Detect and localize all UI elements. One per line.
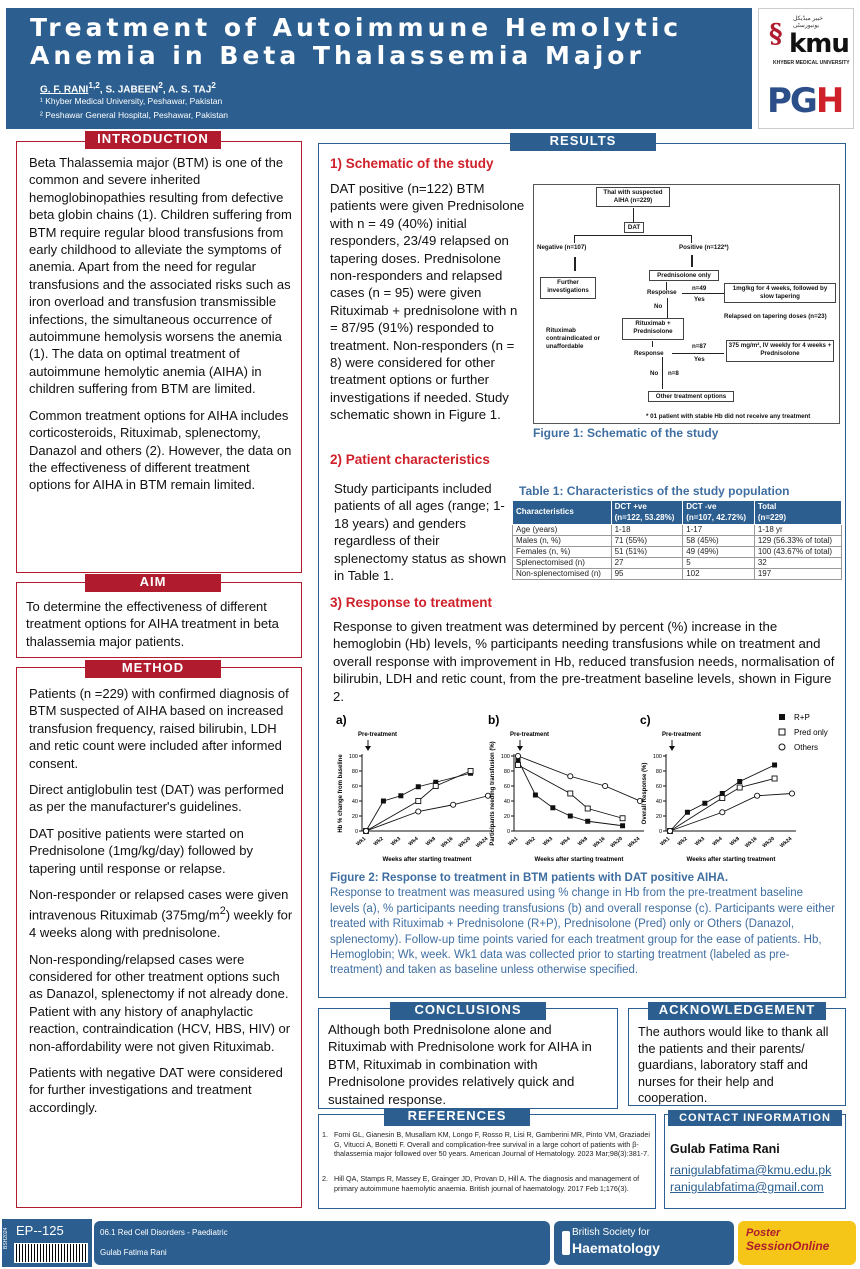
footer-info-panel [94, 1221, 550, 1265]
figure-1-caption: Figure 1: Schematic of the study [533, 426, 719, 440]
introduction-heading: INTRODUCTION [85, 131, 221, 149]
data-point [568, 791, 573, 796]
table-cell: 129 (56.33% of total) [754, 536, 841, 547]
x-tick-label: Wk16 [744, 835, 759, 850]
node-dose-2: 375 mg/m², IV weekly for 4 weeks + Prednisolone [726, 340, 834, 362]
table-header: Characteristics [513, 501, 612, 525]
label-n8: n=8 [668, 370, 679, 377]
table-cell: 100 (43.67% of total) [754, 547, 841, 558]
legend-label: R+P [794, 713, 810, 722]
table-cell: Males (n, %) [513, 536, 612, 547]
table-header: DCT +ve (n=122, 53.28%) [611, 501, 683, 525]
pretreatment-annotation: Pre-treatment [358, 732, 398, 738]
patient-characteristics-subheading: 2) Patient characteristics [330, 452, 490, 467]
table-row [513, 547, 842, 558]
table-header: Total (n=229) [754, 501, 841, 525]
data-point [381, 799, 386, 804]
data-point [720, 810, 725, 815]
table-cell: 1-18 yr [754, 525, 841, 536]
y-tick-label: 60 [655, 784, 662, 790]
y-tick-label: 100 [348, 754, 358, 760]
pgh-logo: PGH [767, 81, 843, 121]
table-row [513, 569, 842, 580]
y-tick-label: 100 [652, 754, 662, 760]
table-cell: 197 [754, 569, 841, 580]
legend-label: Pred only [794, 728, 828, 737]
node-further: Further investigations [540, 277, 596, 299]
table-cell: 71 (55%) [611, 536, 683, 547]
references-box [318, 1114, 656, 1209]
y-tick-label: 80 [503, 769, 510, 775]
conclusions-text: Although both Prednisolone alone and Rituximab with Prednisolone work for AIHA in BTM, Rituximab in combination with Prednisolone provides relatively quick and sustained response. [328, 1022, 592, 1107]
y-tick-label: 20 [351, 814, 358, 820]
x-tick-label: Wk8 [728, 835, 741, 848]
figure-2-charts [326, 708, 838, 866]
data-point [772, 776, 777, 781]
series-line [670, 779, 775, 832]
affiliation-2: ² Peshawar General Hospital, Peshawar, Pakistan [40, 110, 229, 120]
data-point [568, 774, 573, 779]
references-heading: REFERENCES [384, 1108, 530, 1126]
method-heading: METHOD [85, 660, 221, 678]
node-other: Other treatment options [648, 391, 734, 402]
y-tick-label: 0 [658, 829, 662, 835]
y-tick-label: 20 [655, 814, 662, 820]
data-point [516, 763, 521, 768]
response-text: Response to given treatment was determined by percent (%) increase in the hemoglobin (Hb) levels, % participants needing transfusions while on treatment and overall response with improvement in Hb, reduced transfusion needs, normalisation of bilirubin, LDH and retic count, from the pre-treatment baseline levels, shown in Figure 2. [333, 619, 835, 704]
x-tick-label: Wk1 [355, 835, 368, 848]
data-point [720, 796, 725, 801]
x-tick-label: Wk3 [694, 835, 707, 848]
contact-name: Gulab Fatima Rani [670, 1142, 780, 1156]
table-cell: 58 (45%) [683, 536, 755, 547]
data-point [515, 753, 520, 758]
label-ritux-contra: Rituximab contraindicated or unaffordable [546, 327, 600, 350]
y-tick-label: 40 [503, 799, 510, 805]
footer-presenter: Gulab Fatima Rani [100, 1248, 167, 1257]
y-tick-label: 20 [503, 814, 510, 820]
x-axis-label: Weeks after starting treatment [534, 856, 624, 863]
table-row [513, 536, 842, 547]
schematic-footnote: * 01 patient with stable Hb did not receive any treatment [646, 413, 811, 420]
x-tick-label: Wk2 [372, 835, 385, 848]
table-cell: 1-17 [683, 525, 755, 536]
reference-2: Hill QA, Stamps R, Massey E, Grainger JD, Provan D, Hill A. The diagnosis and management of primary autoimmune haemolytic anaemia. British journal of haematology. 2017 Feb 1;176(3). [334, 1174, 640, 1193]
y-tick-label: 80 [351, 769, 358, 775]
data-point [585, 819, 590, 824]
contact-email-2[interactable]: ranigulabfatima@gmail.com [670, 1180, 824, 1194]
x-tick-label: Wk4 [407, 835, 420, 848]
data-point [667, 828, 672, 833]
table-cell: Age (years) [513, 525, 612, 536]
introduction-text: Beta Thalassemia major (BTM) is one of the common and severe inherited hemoglobinopathies resulting from defective beta globin chains (1). Children suffering from BTM require regular blood transfusions from early childhood to alleviate the symptoms of anemia. Apart from the need for regular transfusions and the associated risks such as iron overload and transfusion transmissible infections, the simultaneous occurrence of autoimmune hemolysis worsens the anemia (1). The data on optimal treatment of autoimmune hemolytic anemia (AIHA) in children suffering from BTM are limited. Common treatment options for AIHA includes corticosteroids, Rituximab, splenectomy, Danazol and others (2). However, the data on the effectiveness of different treatment options for AIHA in BTM remain limited. [29, 155, 292, 493]
x-axis-label: Weeks after starting treatment [382, 856, 472, 863]
contact-heading: CONTACT INFORMATION [668, 1110, 842, 1126]
reference-1: Forni GL, Gianesin B, Musallam KM, Longo F, Rosso R, Lisi R, Gamberini MR, Pinto VM, Graziadei G, Vitucci A, Bonetti F. Overall and complication-free survival in a large cohort of patients with β-thalassemia major followed over 50 years. American Journal of Hematology. 2023 Mar;98(3):381-7. [334, 1130, 650, 1159]
table-row [513, 525, 842, 536]
data-point [433, 784, 438, 789]
legend-marker [779, 744, 785, 750]
x-tick-label: Wk4 [559, 835, 572, 848]
figure-2-caption: Figure 2: Response to treatment in BTM patients with DAT positive AIHA. Response to treatment was measured using % change in Hb from the pre-treatment baseline levels (a), % participants needing transfusions (b) and overall response (c). Participants were either treated with Rituximab + Prednisolone (R+P), Prednisolone (Pred) only or Others (Danazol, splenectomy). Follow-up time points varied for each treatment group for the ease of patients. Hb, Hemoglobin; Wk, week. Wk1 data was collected prior to starting treatment (labeled as pre-treatment) and taken as baseline unless otherwise specified. [330, 872, 835, 977]
data-point [568, 814, 573, 819]
label-no-2: No [650, 370, 659, 377]
x-tick-label: Wk4 [711, 835, 724, 848]
data-point [416, 784, 421, 789]
data-point [451, 802, 456, 807]
barcode [14, 1243, 88, 1263]
table-cell: 102 [683, 569, 755, 580]
aim-text: To determine the effectiveness of different treatment options for AIHA treatment in beta thalassemia major patients. [26, 599, 279, 649]
y-axis-label: Participants needing transfusion (%) [490, 741, 496, 846]
response-subheading: 3) Response to treatment [330, 595, 493, 610]
results-heading: RESULTS [510, 133, 656, 151]
pretreatment-arrowhead [669, 746, 675, 751]
data-point [702, 801, 707, 806]
table-cell: 27 [611, 558, 683, 569]
y-tick-label: 60 [351, 784, 358, 790]
data-point [585, 806, 590, 811]
y-tick-label: 0 [354, 829, 358, 835]
y-tick-label: 40 [351, 799, 358, 805]
y-axis-label: Hb % change from baseline [338, 754, 344, 833]
table-row [513, 558, 842, 569]
patient-characteristics-text: Study participants included patients of all ages (range; 1-18 years) and genders regardless of their splenectomy status as shown in Table 1. [334, 481, 507, 584]
x-tick-label: Wk24 [475, 835, 490, 850]
y-tick-label: 80 [655, 769, 662, 775]
authors: G. F. RANI$^{1,2}$, S. JABEEN$^2$, A. S. TAJ$^2$ [40, 80, 216, 96]
data-point [468, 769, 473, 774]
contact-box [664, 1114, 846, 1209]
pretreatment-annotation: Pre-treatment [662, 732, 702, 738]
x-tick-label: Wk3 [542, 835, 555, 848]
label-n49: n=49 [692, 285, 707, 292]
node-pred-only: Prednisolone only [649, 270, 719, 281]
table-cell: 49 (49%) [683, 547, 755, 558]
x-tick-label: Wk1 [507, 835, 520, 848]
x-tick-label: Wk24 [627, 835, 642, 850]
panel-label: c) [640, 713, 651, 727]
x-tick-label: Wk16 [592, 835, 607, 850]
x-tick-label: Wk20 [609, 835, 624, 850]
x-tick-label: Wk24 [779, 835, 794, 850]
study-schematic [533, 184, 840, 424]
legend-label: Others [794, 743, 819, 752]
x-tick-label: Wk2 [524, 835, 537, 848]
data-point [755, 793, 760, 798]
data-point [685, 810, 690, 815]
table-1 [512, 500, 842, 580]
x-tick-label: Wk20 [457, 835, 472, 850]
table-cell: 5 [683, 558, 755, 569]
node-top: Thal with suspected AIHA (n=229) [596, 187, 670, 207]
data-point [398, 793, 403, 798]
table-cell: 32 [754, 558, 841, 569]
conclusions-heading: CONCLUSIONS [390, 1002, 546, 1020]
y-tick-label: 100 [500, 754, 510, 760]
y-tick-label: 0 [506, 829, 510, 835]
data-point [603, 783, 608, 788]
y-axis-label: Overall Response (%) [642, 762, 648, 825]
data-point [620, 816, 625, 821]
legend-marker [779, 729, 785, 735]
data-point [550, 805, 555, 810]
x-tick-label: Wk8 [576, 835, 589, 848]
table-cell: 1-18 [611, 525, 683, 536]
x-tick-label: Wk1 [659, 835, 672, 848]
panel-label: b) [488, 713, 500, 727]
y-tick-label: 40 [655, 799, 662, 805]
table-1-title: Table 1: Characteristics of the study population [519, 484, 790, 498]
data-point [737, 785, 742, 790]
side-code: BSH2024 [3, 1227, 9, 1249]
method-text: Patients (n =229) with confirmed diagnosis of BTM suspected of AIHA based on increased transfusion frequency, raised bilirubin, LDH and retic count were included after informed consent. Direct antiglobulin test (DAT) was performed as per the manufacturer's guidelines. DAT positive patients were started on Prednisolone (1mg/kg/day) followed by tapering until response or relapse. Non-responder or relapsed cases were given intravenous Rituximab $(375mg/m^2)$ weekly for 4 weeks along with prednisolone. Non-responding/relapsed cases were considered for other treatment options such as Danazol, splenectomy if not already done. Patient with any history of anaphylactic reaction, contraindication (HCV, HBS, HIV) or non-affordability were not given Rituximab. Patients with negative DAT were considered for further investigations and treatment accordingly. [29, 686, 293, 1115]
acknowledgement-text: The authors would like to thank all the patients and their parents/ guardians, laboratory staff and nurses for their help and cooperation. [638, 1025, 829, 1106]
table-cell: Splenectomised (n) [513, 558, 612, 569]
node-dat: DAT [624, 222, 644, 233]
affiliation-1: ¹ Khyber Medical University, Peshawar, Pakistan [40, 96, 223, 106]
data-point [416, 799, 421, 804]
data-point [789, 791, 794, 796]
label-n87: n=87 [692, 343, 707, 350]
label-negative: Negative (n=107) [537, 244, 587, 251]
legend-marker [779, 714, 785, 720]
label-no-1: No [654, 303, 663, 310]
data-point [620, 823, 625, 828]
node-dose-1: 1mg/kg for 4 weeks, followed by slow tapering [724, 283, 836, 303]
data-point [363, 828, 368, 833]
node-ritux-pred: Rituximab + Prednisolone [622, 318, 684, 340]
table-cell: Females (n, %) [513, 547, 612, 558]
data-point [533, 793, 538, 798]
x-tick-label: Wk2 [676, 835, 689, 848]
pretreatment-annotation: Pre-treatment [510, 732, 550, 738]
pretreatment-arrowhead [517, 746, 523, 751]
acknowledgement-heading: ACKNOWLEDGEMENT [648, 1002, 826, 1020]
x-tick-label: Wk3 [390, 835, 403, 848]
bsh-logo: British Society for Haematology [554, 1221, 734, 1265]
table-cell: 95 [611, 569, 683, 580]
footer-code-panel [2, 1219, 92, 1267]
table-cell: Non-splenectomised (n) [513, 569, 612, 580]
x-axis-label: Weeks after starting treatment [686, 856, 776, 863]
contact-email-1[interactable]: ranigulabfatima@kmu.edu.pk [670, 1163, 832, 1177]
schematic-subheading: 1) Schematic of the study [330, 156, 494, 171]
x-tick-label: Wk16 [440, 835, 455, 850]
panel-label: a) [336, 713, 347, 727]
label-yes-1: Yes [694, 296, 705, 303]
table-header: DCT -ve (n=107, 42.72%) [683, 501, 755, 525]
label-positive: Positive (n=122*) [679, 244, 729, 251]
y-tick-label: 60 [503, 784, 510, 790]
poster-session-online-logo: Poster SessionOnline [738, 1221, 856, 1265]
poster-title: Treatment of Autoimmune Hemolytic Anemia in Beta Thalassemia Major [30, 13, 683, 70]
x-tick-label: Wk8 [424, 835, 437, 848]
pretreatment-arrowhead [365, 746, 371, 751]
data-point [737, 779, 742, 784]
data-point [416, 809, 421, 814]
aim-heading: AIM [85, 574, 221, 592]
poster-code: EP--125 [16, 1223, 64, 1238]
data-point [772, 763, 777, 768]
label-response-1: Response [647, 289, 677, 296]
kmu-logo: § خیبر میڈیکل یونیورسٹی kmu KHYBER MEDICAL UNIVERSITY [769, 16, 850, 66]
footer-category: 06.1 Red Cell Disorders - Paediatric [100, 1228, 228, 1237]
schematic-text: DAT positive (n=122) BTM patients were given Prednisolone with n = 49 (40%) initial responders, 23/49 relapsed on tapering doses. Prednisolone non-responders and relapsed cases (n = 95) were given Rituximab + prednisolone with n = 87/95 (91%) responded to treatment. Non-responders (n = 8) were considered for other treatment options or further investigations if needed. Study schematic shown in Figure 1. [330, 181, 525, 423]
label-relapsed: Relapsed on tapering doses (n=23) [724, 313, 827, 320]
x-tick-label: Wk20 [761, 835, 776, 850]
label-response-2: Response [634, 350, 664, 357]
label-yes-2: Yes [694, 356, 705, 363]
table-cell: 51 (51%) [611, 547, 683, 558]
logo-panel [758, 8, 854, 129]
